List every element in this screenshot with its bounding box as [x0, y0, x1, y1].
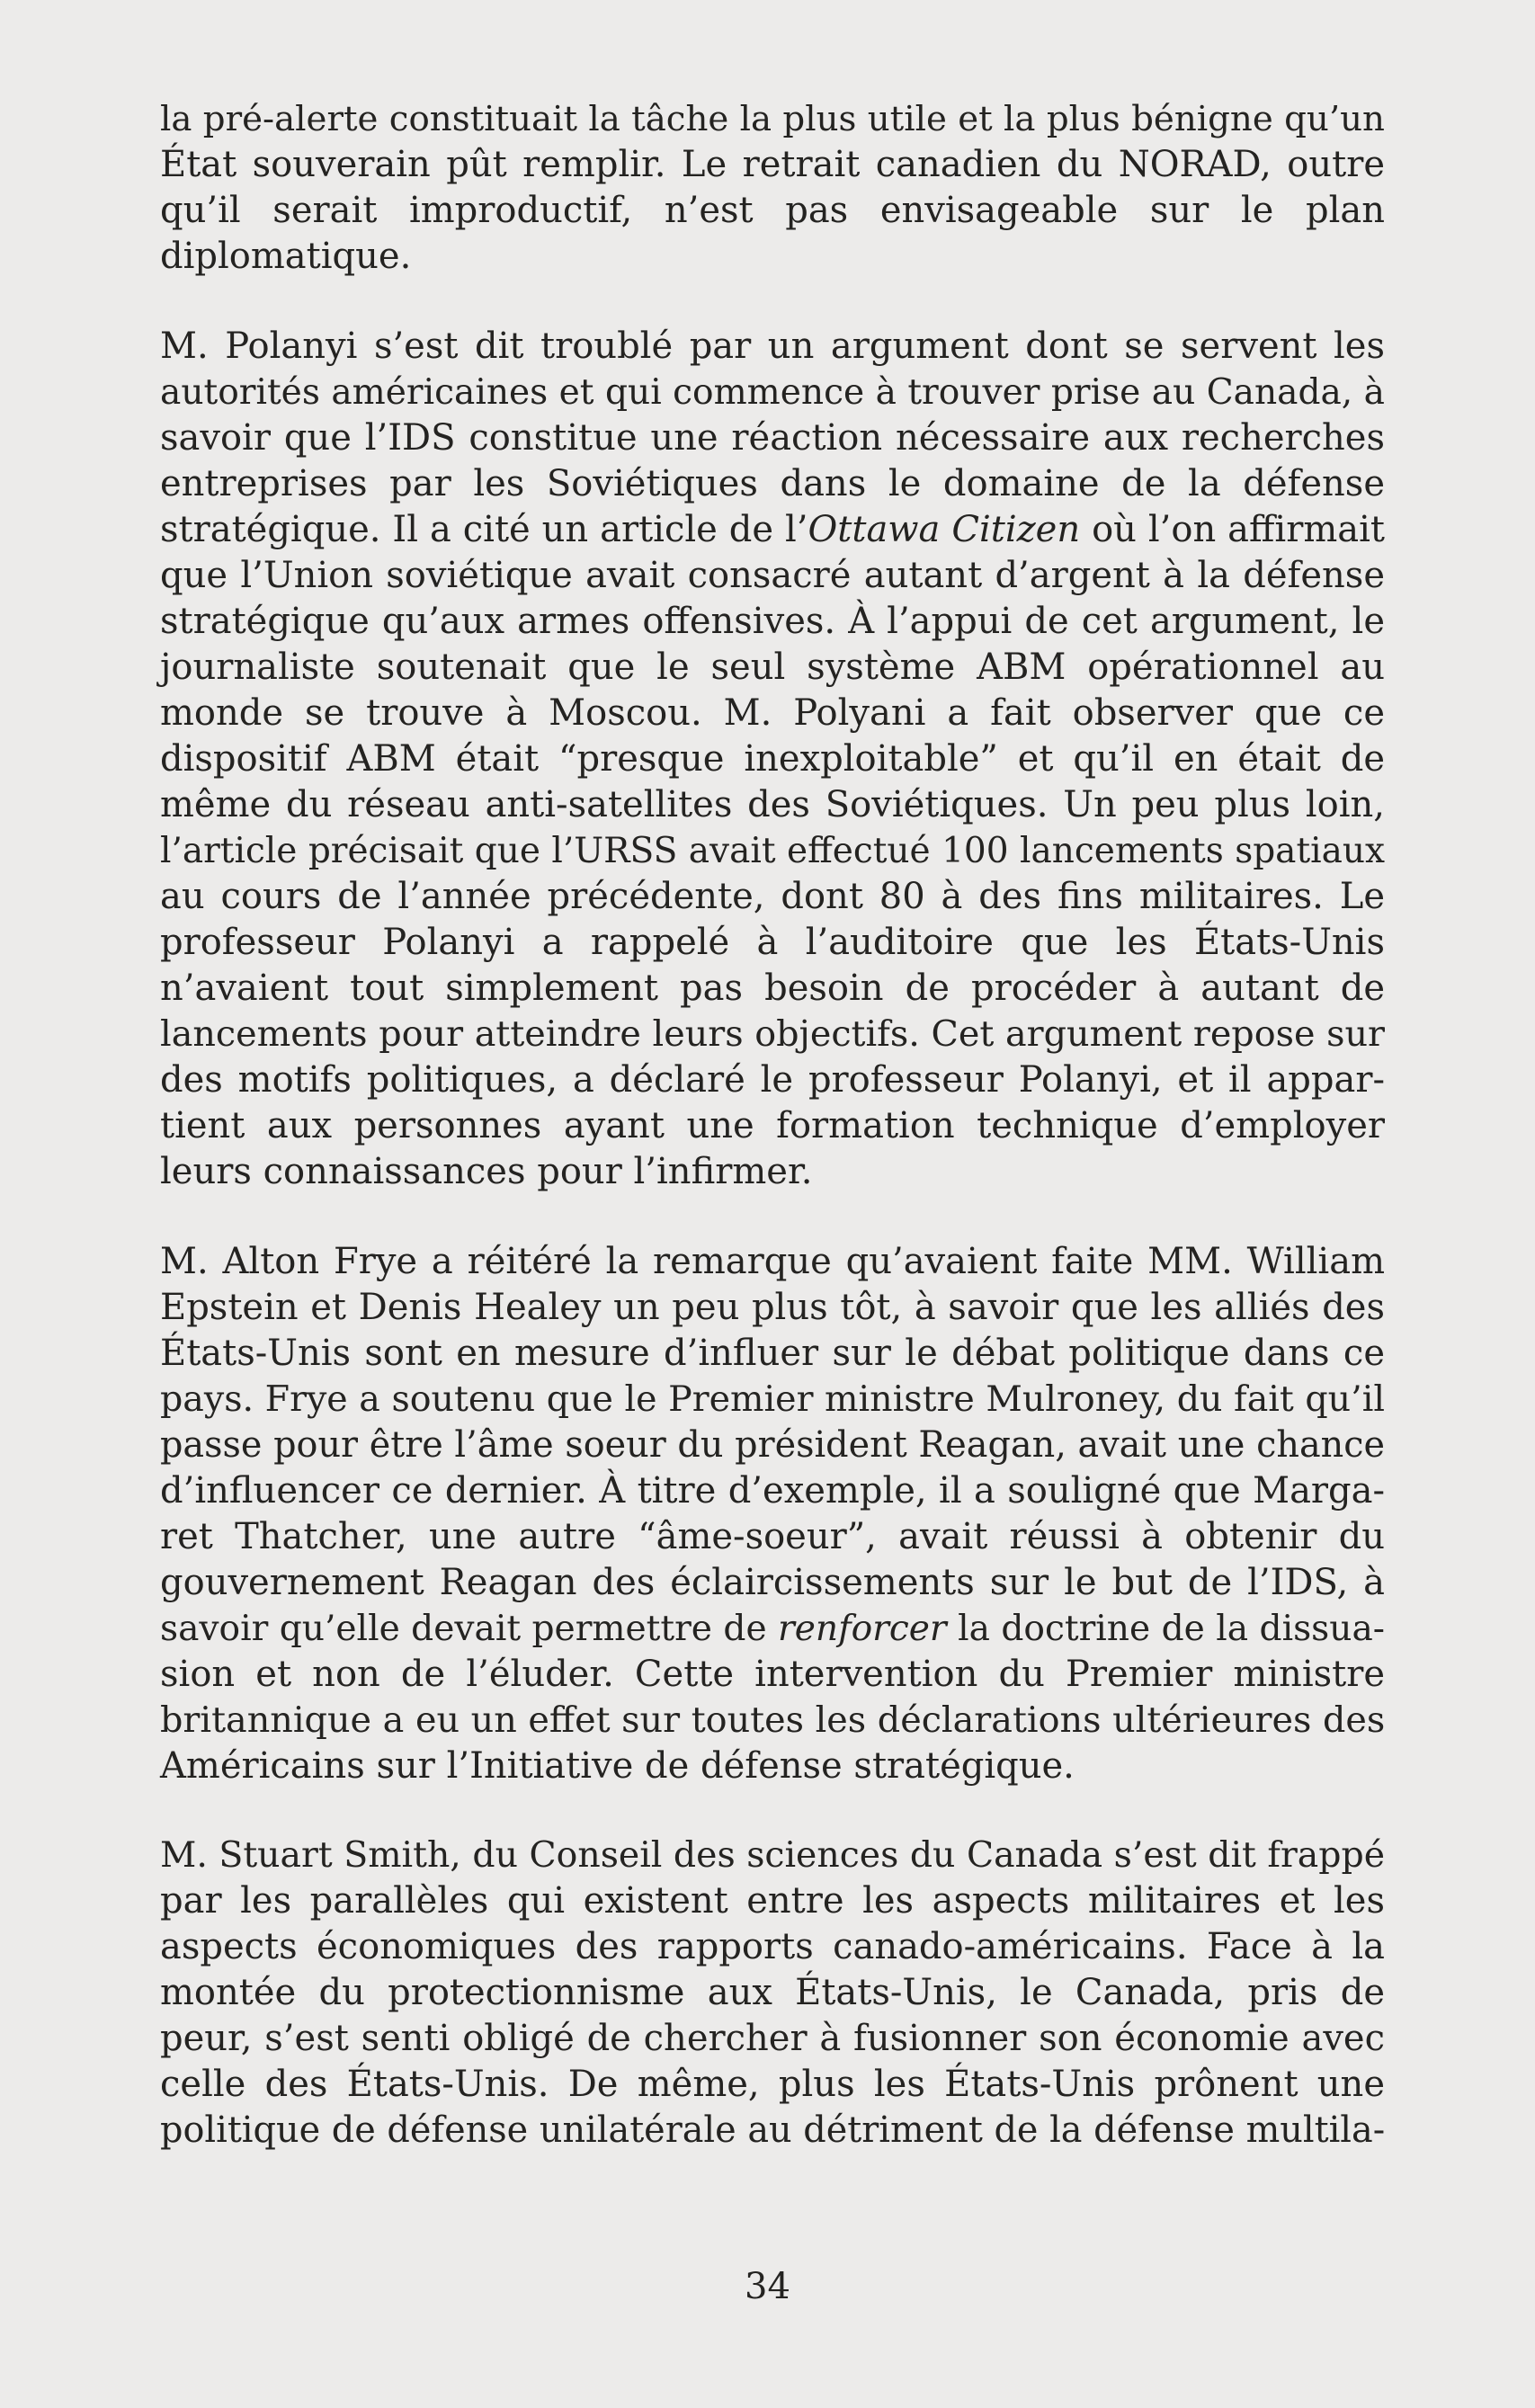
text-line: l’article précisait que l’URSS avait effectué 100 lancements spatiaux — [160, 831, 1385, 871]
text-line: professeur Polanyi a rappelé à l’auditoire que les États-Unis — [160, 922, 1385, 963]
text-line: stratégique qu’aux armes offensives. À l’appui de cet argument, le — [160, 601, 1385, 642]
paragraph-2 — [160, 324, 1385, 1195]
text-line: politique de défense unilatérale au détriment de la défense multila- — [160, 2109, 1386, 2151]
text-line: d’influencer ce dernier. À titre d’exemple, il a souligné que Marga- — [160, 1470, 1385, 1512]
text-line: peur, s’est senti obligé de chercher à fusionner son économie avec — [160, 2018, 1385, 2059]
text-line: dispositif ABM était “presque inexploitable” et qu’il en était de — [160, 738, 1385, 780]
text-line: tient aux personnes ayant une formation technique d’employer — [160, 1105, 1385, 1146]
paragraph-4 — [160, 1833, 1385, 2154]
text-line: par les parallèles qui existent entre les aspects militaires et les — [160, 1880, 1385, 1922]
text-line: État souverain pût remplir. Le retrait canadien du NORAD, outre — [160, 144, 1385, 185]
text-line: britannique a eu un effet sur toutes les déclarations ultérieures des — [160, 1699, 1386, 1741]
text-line: la pré-alerte constituait la tâche la plus utile et la plus bénigne qu’un — [160, 99, 1385, 139]
page-number: 34 — [745, 2266, 790, 2307]
text-line: n’avaient tout simplement pas besoin de procéder à autant de — [160, 968, 1385, 1009]
text-line: Epstein et Denis Healey un peu plus tôt, à savoir que les alliés des — [160, 1287, 1385, 1328]
text-segment: où l’on affirmait — [1080, 509, 1385, 550]
text-line: lancements pour atteindre leurs objectifs. Cet argument repose sur — [160, 1013, 1385, 1055]
text-segment: la doctrine de la dissua- — [946, 1609, 1385, 1649]
publication-title: Ottawa Citizen — [808, 509, 1081, 550]
text-line: même du réseau anti-satellites des Soviétiques. Un peu plus loin, — [160, 784, 1385, 825]
text-line: leurs connaissances pour l’infirmer. — [160, 1151, 813, 1192]
text-line: États-Unis sont en mesure d’influer sur le débat politique dans ce — [160, 1333, 1385, 1374]
text-line: montée du protectionnisme aux États-Unis, le Canada, pris de — [160, 1972, 1385, 2013]
text-line: entreprises par les Soviétiques dans le domaine de la défense — [160, 463, 1385, 504]
text-segment: savoir qu’elle devait permettre de — [160, 1609, 779, 1649]
text-line: au cours de l’année précédente, dont 80 à des fins militaires. Le — [160, 876, 1385, 917]
text-line: des motifs politiques, a déclaré le professeur Polanyi, et il appar- — [160, 1059, 1385, 1101]
emphasized-word: renforcer — [778, 1609, 947, 1649]
text-line — [160, 1606, 1385, 1652]
text-line: M. Stuart Smith, du Conseil des sciences du Canada s’est dit frappé — [160, 1834, 1385, 1876]
text-line: sion et non de l’éluder. Cette intervention du Premier ministre — [160, 1654, 1385, 1695]
text-line: M. Alton Frye a réitéré la remarque qu’avaient faite MM. William — [160, 1241, 1385, 1282]
text-line: pays. Frye a soutenu que le Premier ministre Mulroney, du fait qu’il — [160, 1378, 1385, 1420]
text-line: celle des États-Unis. De même, plus les États-Unis prônent une — [160, 2064, 1385, 2105]
text-segment: stratégique. Il a cité un article de l’ — [160, 509, 808, 550]
paragraph-3 — [160, 1239, 1385, 1789]
text-line: qu’il serait improductif, n’est pas envisageable sur le plan — [160, 190, 1385, 231]
text-line: savoir que l’IDS constitue une réaction nécessaire aux recherches — [160, 417, 1385, 459]
text-line: gouvernement Reagan des éclaircissements sur le but de l’IDS, à — [160, 1562, 1385, 1603]
text-line: que l’Union soviétique avait consacré autant d’argent à la défense — [160, 555, 1385, 596]
text-line: diplomatique. — [160, 236, 412, 277]
text-line: monde se trouve à Moscou. M. Polyani a fait observer que ce — [160, 692, 1385, 734]
text-line: passe pour être l’âme soeur du président Reagan, avait une chance — [160, 1424, 1385, 1466]
text-line — [160, 507, 1385, 553]
text-line: autorités américaines et qui commence à trouver prise au Canada, à — [160, 372, 1385, 413]
text-line: ret Thatcher, une autre “âme-soeur”, avait réussi à obtenir du — [160, 1516, 1385, 1557]
paragraph-1 — [160, 96, 1385, 280]
text-line: journaliste soutenait que le seul système ABM opérationnel au — [160, 647, 1385, 688]
text-line: Américains sur l’Initiative de défense stratégique. — [160, 1745, 1075, 1787]
text-line: aspects économiques des rapports canado-américains. Face à la — [160, 1926, 1385, 1967]
text-line: M. Polanyi s’est dit troublé par un argument dont se servent les — [160, 326, 1385, 367]
